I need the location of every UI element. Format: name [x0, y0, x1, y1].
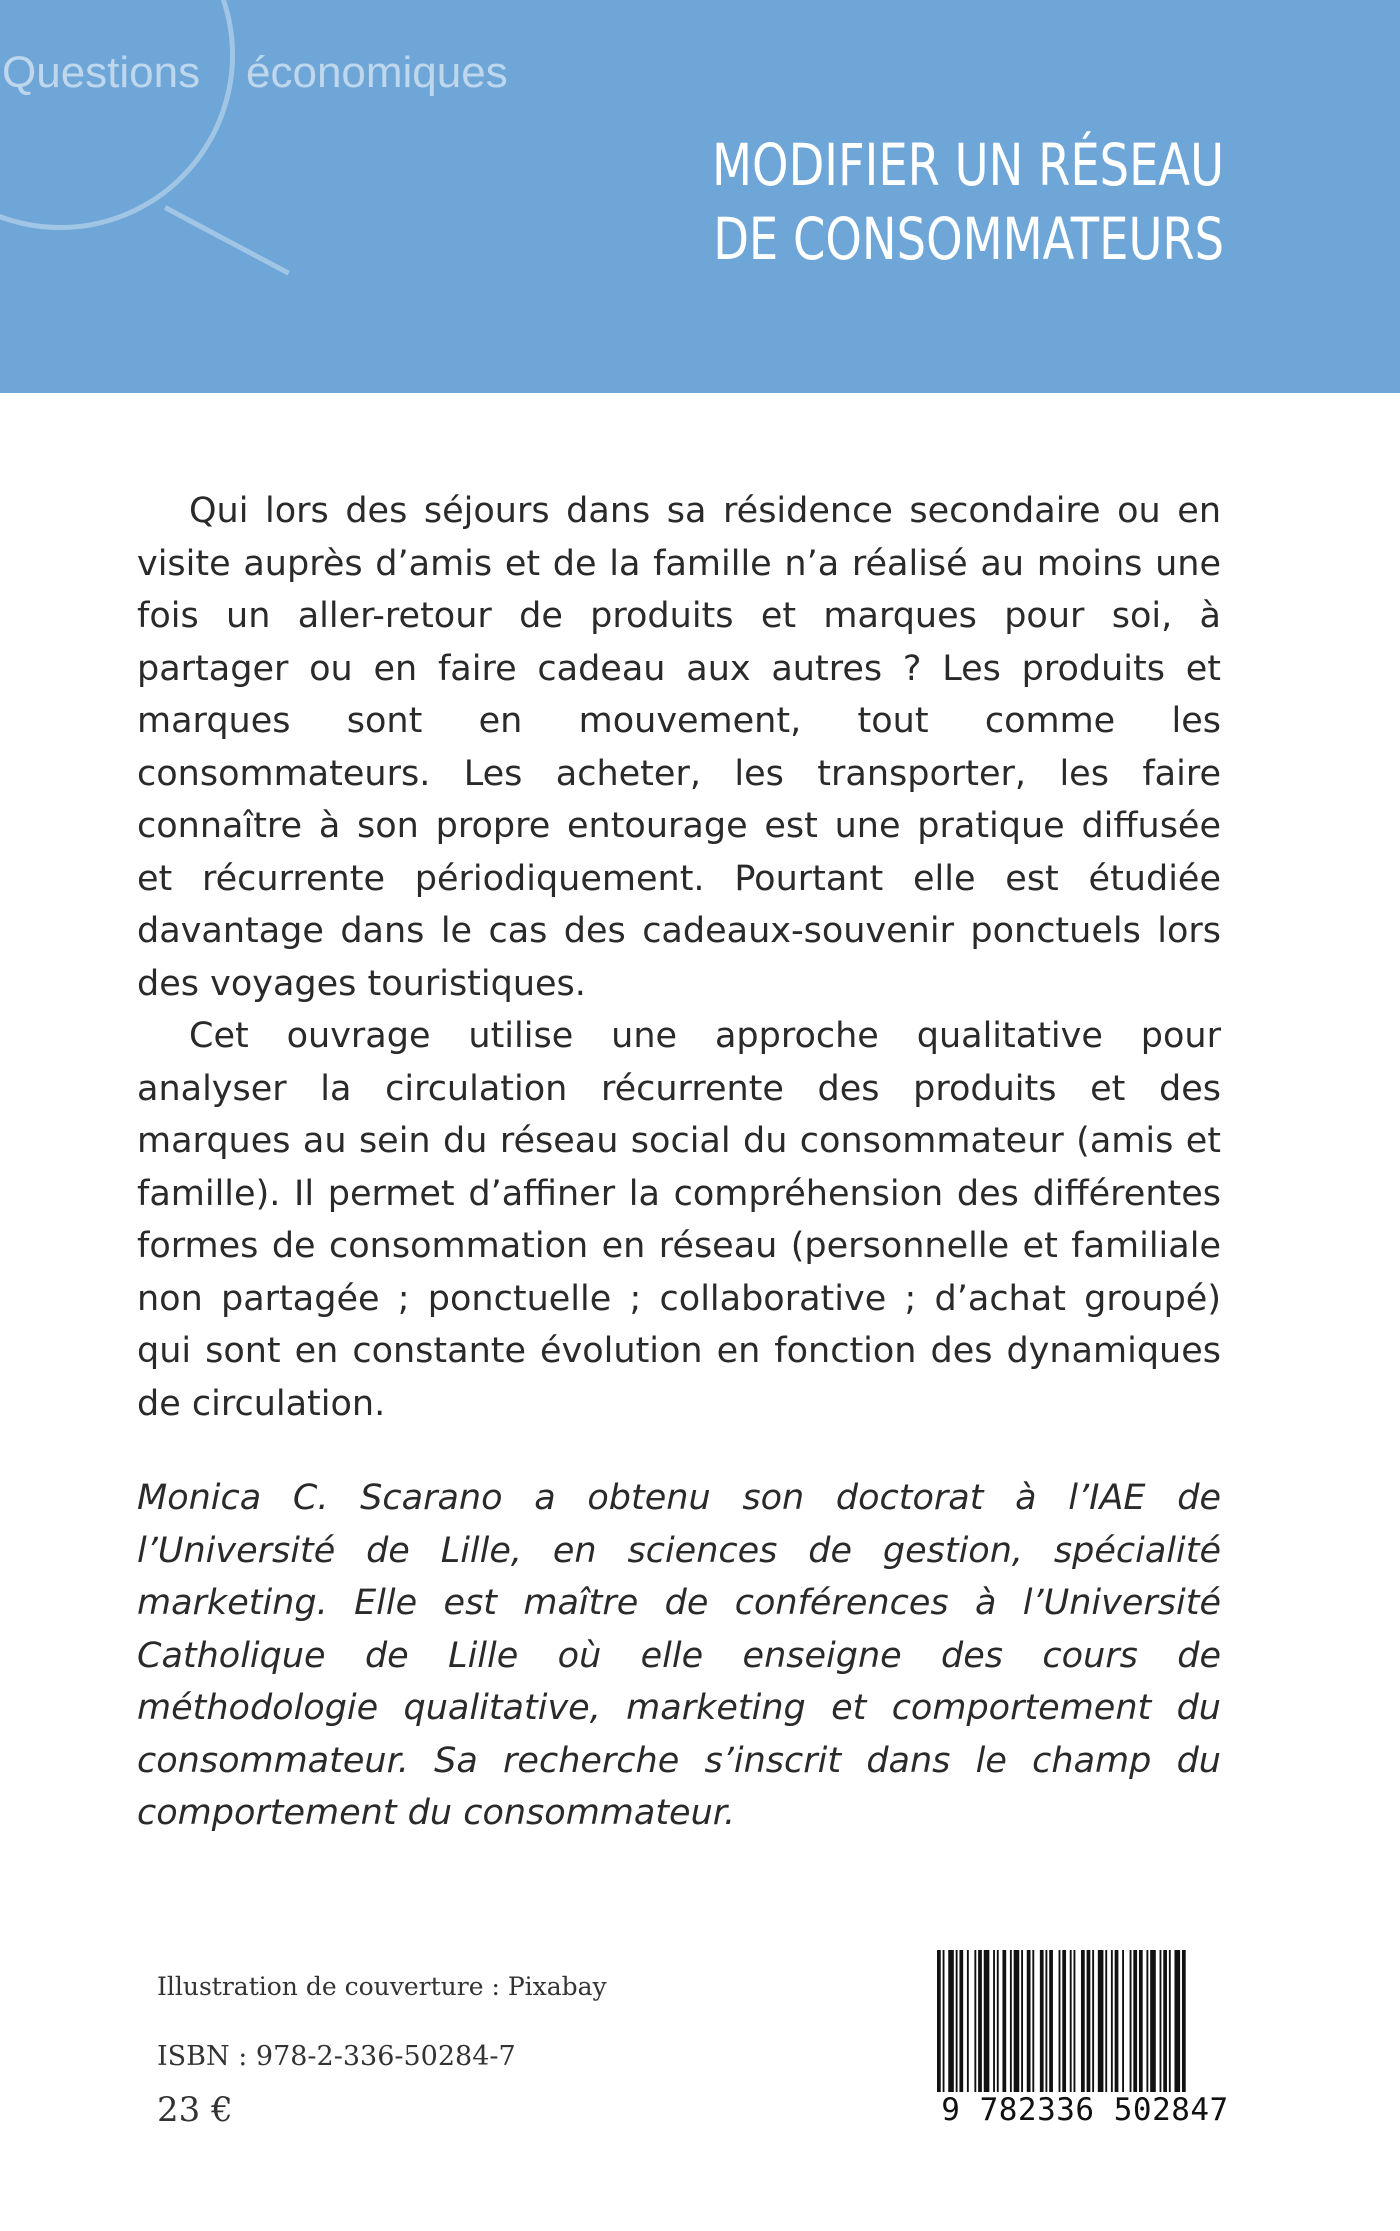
q-logo-icon: [0, 0, 235, 230]
book-title: [584, 128, 1224, 276]
author-name: Monica C. Scarano: [137, 1478, 503, 1518]
isbn: ISBN : 978-2-336-50284-7: [157, 2041, 516, 2072]
author-bio: [137, 1472, 1221, 1840]
book-title-line2: DE CONSOMMATEURS: [713, 205, 1224, 273]
book-summary: [137, 485, 1221, 1430]
summary-paragraph-1: Qui lors des séjours dans sa résidence secondaire ou en visite auprès d’amis et de la famille n’a réalisé au moins une fois un aller-retour de produits et marques pour soi, à partager ou en faire cadeau aux autres ? Les produits et marques sont en mouvement, tout comme les consommateurs. Les acheter, les transporter, les faire connaître à son propre entourage est une pratique diffusée et récurrente périodiquement. Pourtant elle est étudiée davantage dans le cas des cadeaux-souvenir ponctuels lors des voyages touristiques.: [137, 491, 1221, 1004]
book-title-line1: MODIFIER UN RÉSEAU: [711, 131, 1224, 199]
author-bio-text: a obtenu son doctorat à l’IAE de l’Université de Lille, en sciences de gestion, spécialité marketing. Elle est maître de conférences à l’Université Catholique de Lille où elle enseigne des cours de méthodologie qualitative, marketing et comportement du consommateur. Sa recherche s’inscrit dans le champ du comportement du consommateur.: [137, 1478, 1221, 1833]
price: 23 €: [157, 2090, 233, 2130]
cover-header-band: [0, 0, 1400, 393]
series-name-part2: économiques: [246, 48, 508, 97]
q-logo-tail: [164, 205, 290, 275]
series-name-part1: Questions: [2, 48, 201, 97]
cover-illustration-credit: Illustration de couverture : Pixabay: [157, 1972, 607, 2001]
barcode-digits: 9 782336 502847: [920, 2092, 1250, 2128]
summary-paragraph-2: Cet ouvrage utilise une approche qualitative pour analyser la circulation récurrente des produits et des marques au sein du réseau social du consommateur (amis et famille). Il permet d’affiner la compréhension des différentes formes de consommation en réseau (personnelle et familiale non partagée ; ponctuelle ; collaborative ; d’achat groupé) qui sont en constante évolution en fonction des dynamiques de circulation.: [137, 1016, 1221, 1424]
